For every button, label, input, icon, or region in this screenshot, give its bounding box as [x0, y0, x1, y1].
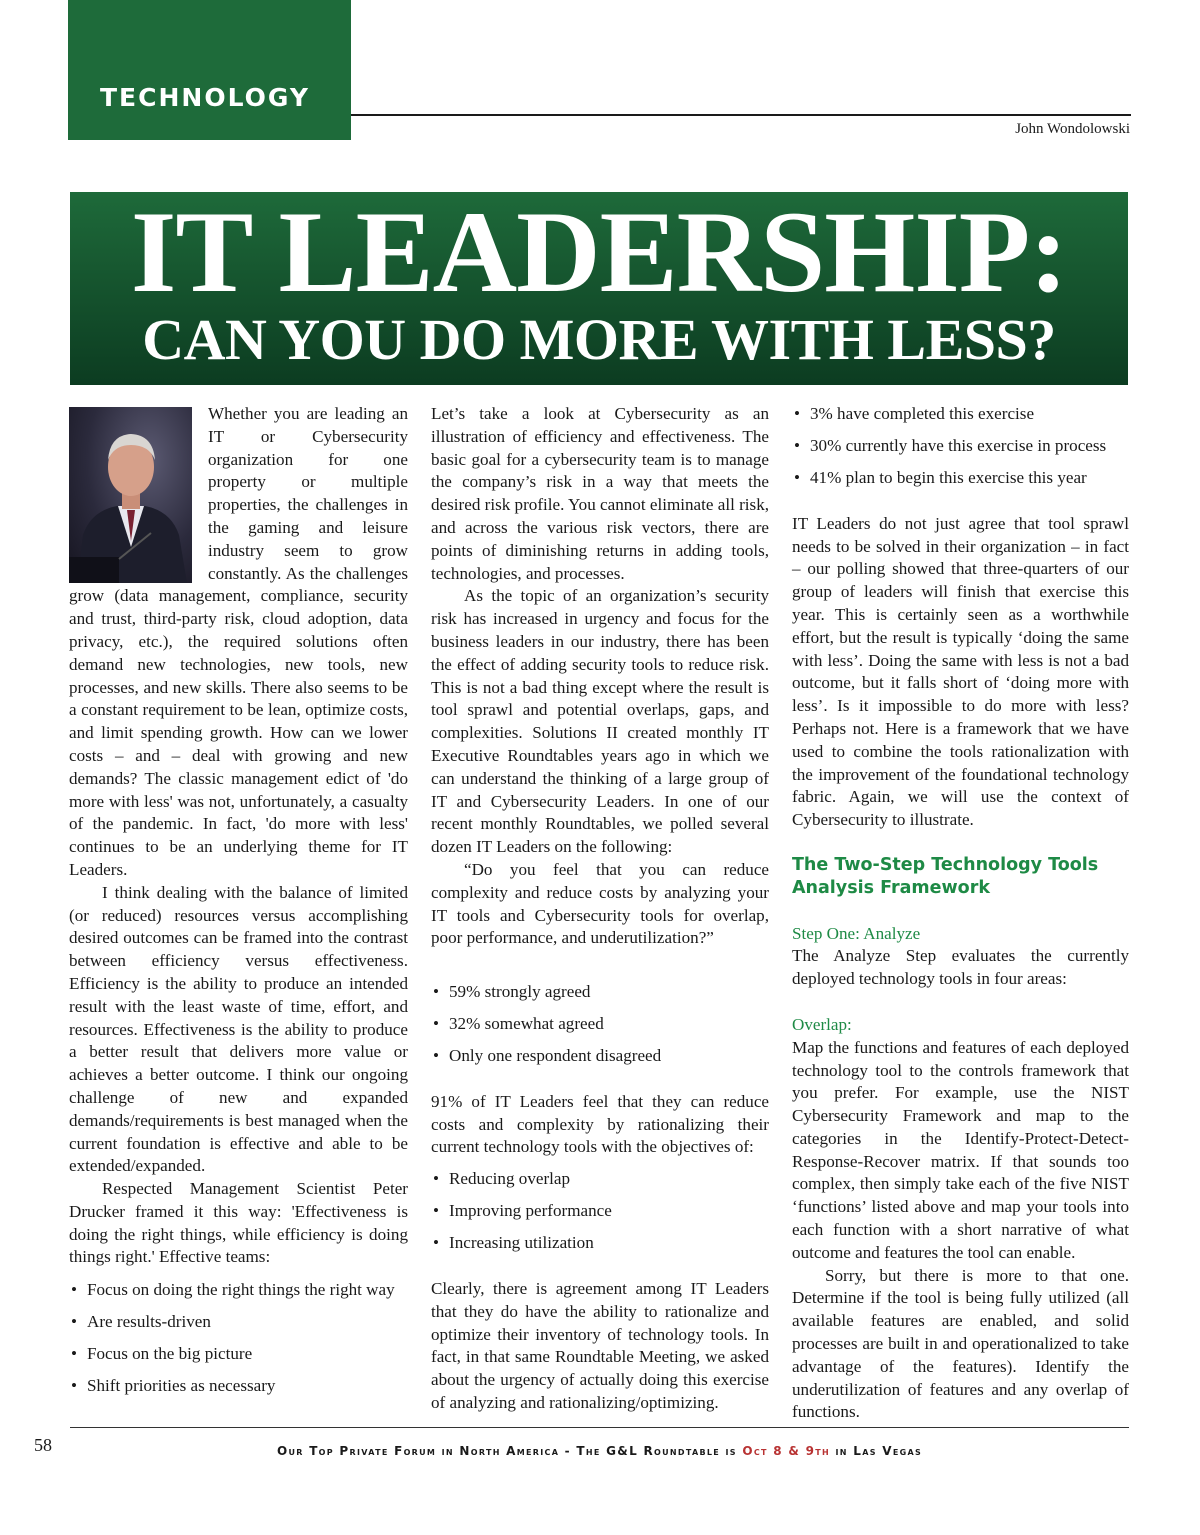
- paragraph: 91% of IT Leaders feel that they can reduce costs and complexity by rationalizing their current technology tools with the objectives of:: [431, 1091, 769, 1157]
- paragraph: Respected Management Scientist Peter Drucker framed it this way: 'Effectiveness is doing the right things, while efficiency is doing things right.' Effective teams:: [69, 1179, 408, 1267]
- paragraph: Let’s take a look at Cybersecurity as an illustration of efficiency and effectiveness. The basic goal for a cybersecurity team is to manage the company’s risk in a way that meets the desired risk profile. You cannot eliminate all risk, and across the various risk vectors, there are points of diminishing returns in adding tools, technologies, and processes.: [431, 404, 770, 583]
- title-banner: [70, 188, 1128, 385]
- title-line-2: CAN YOU DO MORE WITH LESS?: [142, 307, 1056, 372]
- paragraph: Clearly, there is agreement among IT Leaders that they do have the ability to rationalize and optimize their inventory of technology tools. In fact, in that same Roundtable Meeting, we asked about the urgency of actually doing this exercise of analyzing and rationalizing/optimizing.: [431, 1279, 769, 1413]
- footer-promo: [70, 1444, 1129, 1458]
- list-item: • Focus on doing the right things the right way: [69, 1279, 408, 1302]
- effective-teams-list: [69, 1279, 408, 1398]
- poll-question: “Do you feel that you can reduce complexity and reduce costs by analyzing your IT tools and Cybersecurity tools for overlap, poor performance, and underutilization?”: [431, 859, 769, 948]
- footer-text: Our Top Private Forum in North America - The G&L Roundtable is: [276, 1444, 743, 1458]
- list-item: • Reducing overlap: [431, 1168, 769, 1191]
- paragraph: Sorry, but there is more to that one. Determine if the tool is being fully utilized (all available features are enabled, and solid processes are built in and operationalized to take advantage of the features). Identify the underutilization of features and any overlap of functions.: [792, 1265, 1129, 1422]
- paragraph: Map the functions and features of each deployed technology tool to the controls framework that you prefer. For example, use the NIST Cybersecurity Framework and map to the categories in the Identify-Protect-Detect-Response-Recover matrix. If that sounds too complex, then simply take each of the five NIST ‘functions’ listed above and map your tools into each function with a short narrative of what outcome and features the tool can enable.: [792, 1037, 1129, 1262]
- footer-rule: [70, 1427, 1129, 1428]
- list-item: • 3% have completed this exercise: [792, 403, 1129, 426]
- article-column-3: [792, 403, 1129, 1424]
- paragraph: As the topic of an organization’s security risk has increased in urgency and focus for the business leaders in our industry, there has been the effect of adding security tools to reduce risk. This is not a bad thing except where the result is tool sprawl and potential overlaps, gaps, and complexities. Solutions II created monthly IT Executive Roundtables years ago in which we can understand the thinking of a large group of IT and Cybersecurity Leaders. In one of our recent monthly Roundtables, we polled several dozen IT Leaders on the following:: [431, 586, 769, 857]
- author-photo: [69, 407, 192, 583]
- speaker-illustration: [69, 407, 192, 583]
- poll-results-list: [431, 981, 769, 1068]
- list-item: • 41% plan to begin this exercise this year: [792, 467, 1129, 490]
- list-item: • 59% strongly agreed: [431, 981, 769, 1004]
- page-number: 58: [34, 1435, 52, 1455]
- list-item: • 32% somewhat agreed: [431, 1013, 769, 1036]
- paragraph: The Analyze Step evaluates the currently deployed technology tools in four areas:: [792, 946, 1129, 989]
- header-rule: [351, 114, 1131, 116]
- footer-event-date: Oct 8 & 9th: [742, 1444, 831, 1458]
- paragraph: IT Leaders do not just agree that tool sprawl needs to be solved in their organization – in fact – our polling showed that three-quarters of our group of leaders will finish that exercise this year. This is certainly seen as a worthwhile effort, but the result is typically ‘doing the same with less’. Doing the same with less is not a bad outcome, but it falls short of ‘doing more with less’. Is it impossible to do more with less? Perhaps not. Here is a framework that we have used to combine the tools rationalization with the improvement of the foundational technology fabric. Again, we will use the context of Cybersecurity to illustrate.: [792, 513, 1129, 830]
- section-tab: [68, 0, 351, 140]
- list-item: • Shift priorities as necessary: [69, 1375, 408, 1398]
- overlap-label: Overlap:: [792, 1014, 852, 1034]
- title-line-1: IT LEADERSHIP:: [130, 188, 1068, 317]
- list-item: • Improving performance: [431, 1200, 769, 1223]
- exercise-status-list: [792, 403, 1129, 490]
- article-column-2: [431, 403, 769, 1415]
- list-item: • Increasing utilization: [431, 1232, 769, 1255]
- step-one-label: Step One: Analyze: [792, 923, 921, 943]
- list-item: • Only one respondent disagreed: [431, 1045, 769, 1068]
- list-item: • Are results-driven: [69, 1311, 408, 1334]
- article-column-1: [69, 403, 408, 1398]
- list-item: • 30% currently have this exercise in process: [792, 435, 1129, 458]
- paragraph: Whether you are leading an IT or Cybersecurity organization for one property or multiple properties, the challenges in the gaming and leisure industry seem to grow constantly. As the challenges grow (data management, compliance, security and trust, third-party risk, cloud adoption, data privacy, etc.), the required solutions often demand new technologies, new tools, new processes, and new skills. There also seems to be a constant requirement to be lean, optimize costs, and limit spending growth. How can we lower costs – and – deal with growing and new demands? The classic management edict of 'do more with less' was not, unfortunately, a casualty of the pandemic. In fact, 'do more with less' continues to be an underlying theme for IT Leaders.: [69, 404, 408, 879]
- footer-text-end: in Las Vegas: [830, 1444, 923, 1458]
- section-heading: The Two-Step Technology Tools Analysis Framework: [792, 854, 1099, 898]
- paragraph: I think dealing with the balance of limited (or reduced) resources versus accomplishing desired outcomes can be framed into the contrast between efficiency versus effectiveness. Efficiency is the ability to produce an intended result with the least waste of time, effort, and resources. Effectiveness is the ability to produce a better result that delivers more value or achieves a better outcome. I think our ongoing challenge of new and expanded demands/requirements is best managed when the current foundation is effective and able to be extended/expanded.: [69, 882, 408, 1176]
- objectives-list: [431, 1168, 769, 1255]
- author-name: John Wondolowski: [1015, 121, 1130, 137]
- section-label: TECHNOLOGY: [100, 83, 310, 112]
- list-item: • Focus on the big picture: [69, 1343, 408, 1366]
